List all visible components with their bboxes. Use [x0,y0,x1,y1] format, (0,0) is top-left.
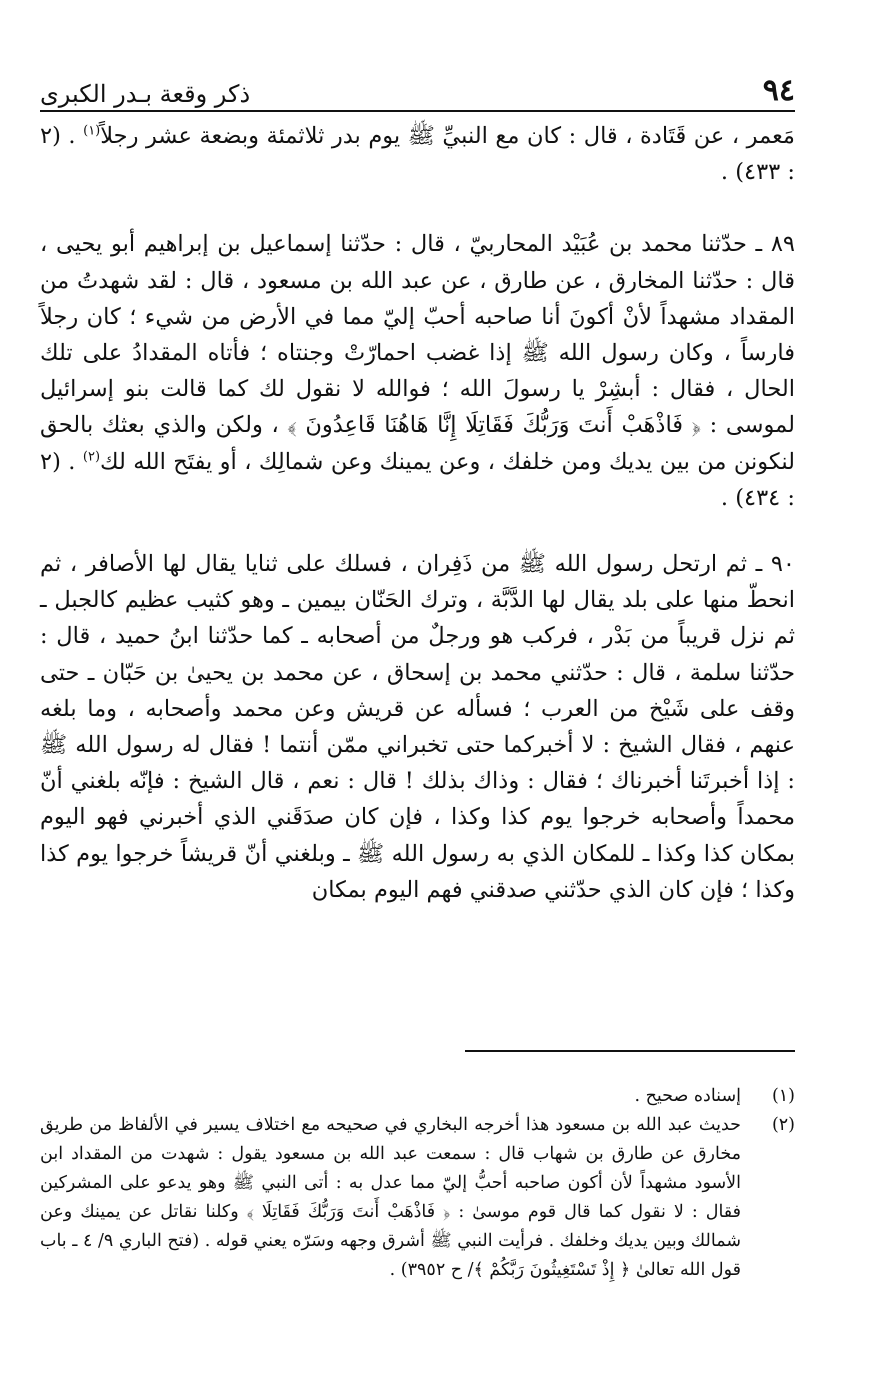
main-text [40,118,795,908]
page-number: ٩٤ [762,73,795,108]
footnote-number: (١) [771,1086,795,1106]
footnotes [40,1082,795,1285]
paragraph-89: ٨٩ ـ حدّثنا محمد بن عُبَيْد المحاربيّ ، قال : حدّثنا إسماعيل بن إبراهيم أبو يحيى ، قال : حدّثنا المخارق ، عن طارق ، عن عبد الله بن مسعود ، قال : لقد شهدتُ من المقداد مشهداً لأنْ أكونَ أنا صاحبه أحبّ إليّ مما في الأرض من شيء ؛ كان رجلاً فارساً ، وكان رسول الله ﷺ إذا غضب احمارّتْ وجنتاه ؛ فأتاه المقدادُ على تلك الحال ، فقال : أبشِرْ يا رسولَ الله ؛ فوالله لا نقول لك كما قالت بنو إسرائيل لموسى : ﴿ فَاذْهَبْ أَنتَ وَرَبُّكَ فَقَاتِلَا إِنَّا هَاهُنَا قَاعِدُونَ ﴾ ، ولكن والذي بعثك بالحق لنكونن من بين يديك ومن خلفك ، وعن يمينك وعن شمالِك ، أو يفتَح الله لك$^{(٢)}$ . (٢ : ٤٣٤) . [40,231,795,511]
running-title: ذكر وقعة بـدر الكبرى [40,80,251,108]
footnote-1 [40,1082,795,1111]
continuation-paragraph: مَعمر ، عن قَتَادة ، قال : كان مع النبيِّ ﷺ يوم بدر ثلاثمئة وبضعة عشر رجلاً$^{(١)}$ . (٢ : ٤٣٣) . [40,123,795,186]
paragraph-90: ٩٠ ـ ثم ارتحل رسول الله ﷺ من ذَفِران ، فسلك على ثنايا يقال لها الأصافر ، ثم انحطّ منها على بلد يقال لها الدَّبَّة ، وترك الحَنّان بيمين ـ وهو كثيب عظيم كالجبل ـ ثم نزل قريباً من بَدْر ، فركب هو ورجلٌ من أصحابه ـ كما حدّثنا ابنُ حميد ، قال : حدّثنا سلمة ، قال : حدّثني محمد بن إسحاق ، عن محمد بن يحيىٰ بن حَبّان ـ حتى وقف على شَيْخ من العرب ؛ فسأله عن قريش وعن محمد وأصحابه ، وما بلغه عنهم ، فقال الشيخ : لا أخبركما حتى تخبراني ممّن أنتما ! فقال له رسول الله ﷺ : إذا أخبرتَنا أخبرناك ؛ فقال : وذاك بذلك ! قال : نعم ، قال الشيخ : فإنّه بلغني أنّ محمداً وأصحابه خرجوا يوم كذا وكذا ، فإن كان صدَقَني الذي أخبرني فهو اليوم بمكان كذا وكذا ـ للمكان الذي به رسول الله ﷺ ـ وبلغني أنّ قريشاً خرجوا يوم كذا وكذا ؛ فإن كان الذي حدّثني صدقني فهم اليوم بمكان [40,551,795,903]
footnote-text: إسناده صحيح . [634,1086,741,1106]
footnote-ref-1: (١) [83,123,101,139]
footnote-divider [465,1050,795,1052]
page-header [40,72,795,112]
footnote-ref-2: (٢) [82,449,101,465]
footnote-text: حديث عبد الله بن مسعود هذا أخرجه البخاري في صحيحه مع اختلاف يسير في الألفاظ من طريق مخارق عن طارق بن شهاب قال : سمعت عبد الله بن مسعود يقول : شهدت من المقداد ابن الأسود مشهداً لأن أكون صاحبه أحبُّ إليّ مما عدل به : أتى النبي ﷺ وهو يدعو على المشركين فقال : لا نقول كما قال قوم موسىٰ : ﴿ فَاذْهَبْ أَنتَ وَرَبُّكَ فَقَاتِلَا ﴾ وكلنا نقاتل عن يمينك وعن شمالك وبين يديك وخلفك . فرأيت النبي ﷺ أشرق وجهه وسَرّه يعني قوله . (فتح الباري ٩/ ٤ ـ باب قول الله تعالىٰ ﴿ إِذْ تَسْتَغِيثُونَ رَبَّكُمْ ﴾/ ح ٣٩٥٢) . [40,1115,741,1280]
footnote-2 [40,1111,795,1285]
footnote-number: (٢) [771,1115,795,1135]
